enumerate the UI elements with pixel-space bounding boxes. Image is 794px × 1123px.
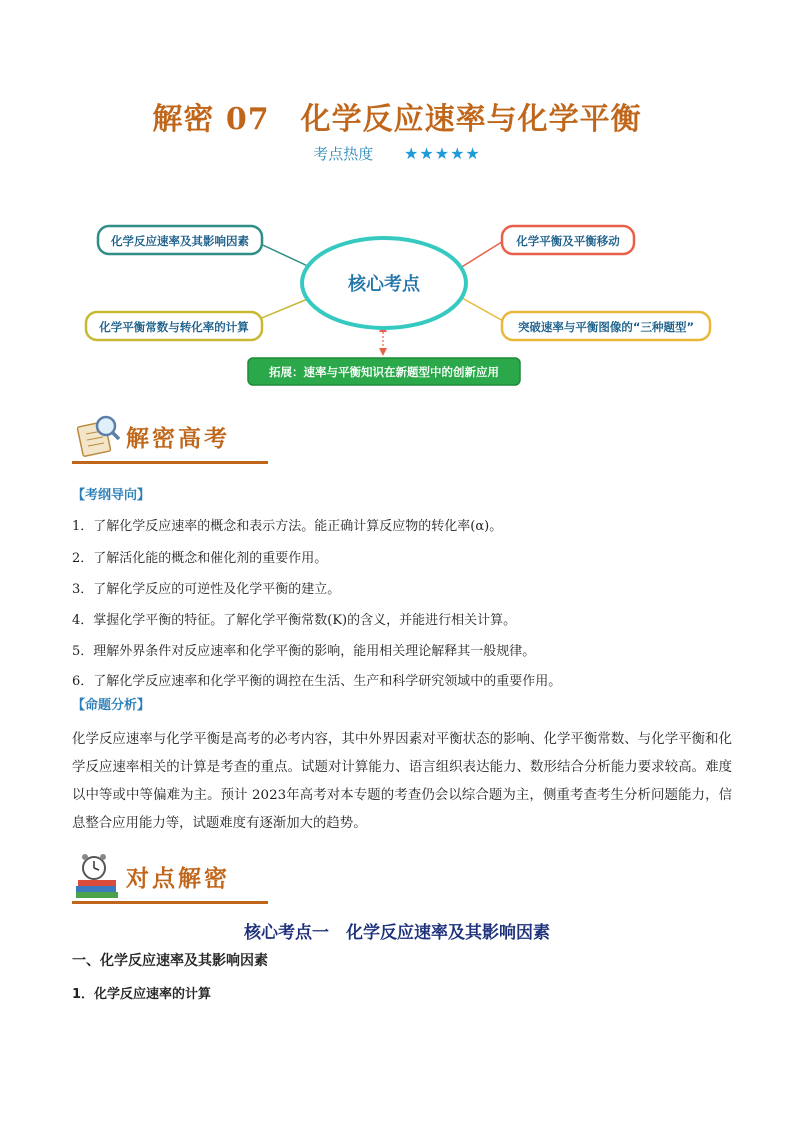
banner-exam-secrets-label: 解密高考: [126, 426, 230, 452]
list-item: 3．了解化学反应的可逆性及化学平衡的建立。: [72, 582, 341, 597]
list-item: 6．了解化学反应速率和化学平衡的调控在生活、生产和科学研究领域中的重要作用。: [72, 674, 562, 689]
notebook-magnifier-icon: [72, 412, 124, 460]
list-item: 2．了解活化能的概念和催化剂的重要作用。: [72, 551, 328, 566]
analysis-tag: 【命题分析】: [72, 698, 151, 713]
node-equilibrium-shift-label: 化学平衡及平衡移动: [516, 234, 620, 248]
node-extension-label: 拓展：速率与平衡知识在新题型中的创新应用: [269, 365, 499, 379]
section-title: 核心考点一 化学反应速率及其影响因素: [244, 923, 550, 943]
list-item: 5．理解外界条件对反应速率和化学平衡的影响，能用相关理论解释其一般规律。: [72, 644, 536, 659]
analysis-paragraph: 化学反应速率与化学平衡是高考的必考内容，其中外界因素对平衡状态的影响、化学平衡常数、与化学平衡和化学反应速率相关的计算是考查的重点。试题对计算能力、语言组织表达能力、数形结合分析能力要求较高。难度以中等或中等偏难为主。预计 2023年高考对本专题的考查仍会以综合题为主，侧重考查考生分析问题能力，信息整合应用能力等，试题难度有逐渐加大的趋势。: [72, 732, 732, 831]
banner-point-secrets: [72, 852, 270, 904]
node-rate-factors-label: 化学反应速率及其影响因素: [111, 234, 249, 248]
banner-rule: [72, 461, 268, 464]
heading-level2: 1．化学反应速率的计算: [72, 987, 212, 1002]
arrow-down-icon: [379, 348, 387, 356]
heat-label: 考点热度: [313, 145, 374, 163]
mindmap: [0, 0, 794, 400]
center-node-label: 核心考点: [348, 274, 420, 295]
list-item: 4．掌握化学平衡的特征。了解化学平衡常数(K)的含义，并能进行相关计算。: [72, 613, 517, 628]
connector-2: [460, 240, 505, 268]
banner-point-secrets-label: 对点解密: [126, 866, 230, 892]
node-constant-conversion-label: 化学平衡常数与转化率的计算: [99, 320, 249, 334]
star-rating-icon: ★★★★★: [404, 144, 481, 163]
heading-level1: 一、化学反应速率及其影响因素: [72, 953, 268, 969]
list-item: 1．了解化学反应速率的概念和表示方法。能正确计算反应物的转化率(α)。: [72, 519, 503, 534]
connector-4: [462, 298, 505, 322]
page-title: 解密 07 化学反应速率与化学平衡: [152, 102, 642, 137]
exam-guide-tag: 【考纲导向】: [72, 488, 151, 503]
banner-rule: [72, 901, 268, 904]
banner-exam-secrets: [72, 412, 270, 464]
node-graph-types-label: 突破速率与平衡图像的“三种题型”: [517, 320, 695, 334]
clock-books-icon: [72, 852, 128, 902]
